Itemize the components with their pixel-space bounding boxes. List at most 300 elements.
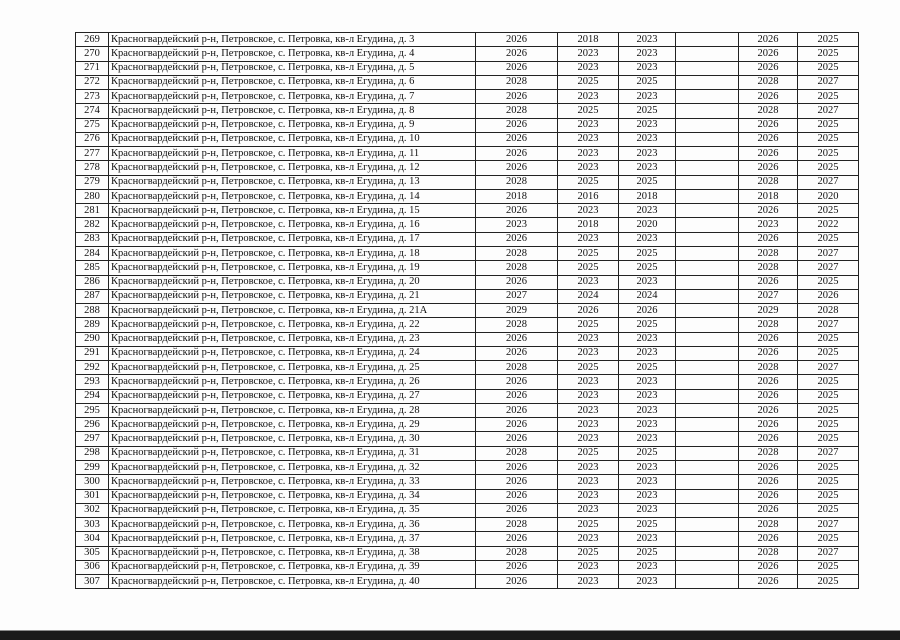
- table-row: [76, 418, 859, 432]
- year-cell-5: 2026: [739, 47, 798, 61]
- year-cell-2: 2023: [558, 475, 619, 489]
- year-cell-4: [676, 575, 739, 589]
- year-cell-3: 2023: [619, 118, 676, 132]
- year-cell-1: 2027: [476, 289, 558, 303]
- table-row: [76, 118, 859, 132]
- year-cell-5: 2026: [739, 532, 798, 546]
- row-number-cell: 276: [76, 132, 109, 146]
- address-cell: Красногвардейский р-н, Петровское, с. Петровка, кв-л Егудина, д. 40: [109, 575, 476, 589]
- year-cell-3: 2024: [619, 289, 676, 303]
- year-cell-6: 2025: [798, 532, 859, 546]
- year-cell-1: 2028: [476, 361, 558, 375]
- year-cell-5: 2026: [739, 503, 798, 517]
- year-cell-2: 2023: [558, 432, 619, 446]
- address-cell: Красногвардейский р-н, Петровское, с. Петровка, кв-л Егудина, д. 12: [109, 161, 476, 175]
- table-body: [76, 33, 859, 589]
- row-number-cell: 270: [76, 47, 109, 61]
- year-cell-3: 2023: [619, 61, 676, 75]
- year-cell-4: [676, 246, 739, 260]
- year-cell-1: 2026: [476, 118, 558, 132]
- row-number-cell: 283: [76, 232, 109, 246]
- table-row: [76, 218, 859, 232]
- row-number-cell: 269: [76, 33, 109, 47]
- address-cell: Красногвардейский р-н, Петровское, с. Петровка, кв-л Егудина, д. 18: [109, 246, 476, 260]
- year-cell-4: [676, 275, 739, 289]
- year-cell-5: 2026: [739, 403, 798, 417]
- year-cell-5: 2026: [739, 232, 798, 246]
- year-cell-6: 2025: [798, 204, 859, 218]
- row-number-cell: 287: [76, 289, 109, 303]
- year-cell-4: [676, 232, 739, 246]
- row-number-cell: 292: [76, 361, 109, 375]
- table-row: [76, 389, 859, 403]
- year-cell-1: 2029: [476, 304, 558, 318]
- year-cell-5: 2028: [739, 361, 798, 375]
- year-cell-1: 2026: [476, 503, 558, 517]
- year-cell-6: 2027: [798, 75, 859, 89]
- year-cell-1: 2026: [476, 432, 558, 446]
- year-cell-6: 2027: [798, 175, 859, 189]
- year-cell-6: 2027: [798, 261, 859, 275]
- address-cell: Красногвардейский р-н, Петровское, с. Петровка, кв-л Егудина, д. 27: [109, 389, 476, 403]
- year-cell-5: 2026: [739, 147, 798, 161]
- year-cell-2: 2023: [558, 503, 619, 517]
- year-cell-5: 2028: [739, 246, 798, 260]
- year-cell-2: 2026: [558, 304, 619, 318]
- year-cell-3: 2023: [619, 575, 676, 589]
- table-row: [76, 375, 859, 389]
- year-cell-5: 2028: [739, 546, 798, 560]
- year-cell-3: 2026: [619, 304, 676, 318]
- year-cell-1: 2026: [476, 204, 558, 218]
- row-number-cell: 296: [76, 418, 109, 432]
- year-cell-2: 2023: [558, 118, 619, 132]
- year-cell-1: 2026: [476, 132, 558, 146]
- address-cell: Красногвардейский р-н, Петровское, с. Петровка, кв-л Егудина, д. 21: [109, 289, 476, 303]
- address-cell: Красногвардейский р-н, Петровское, с. Петровка, кв-л Егудина, д. 11: [109, 147, 476, 161]
- year-cell-4: [676, 460, 739, 474]
- address-cell: Красногвардейский р-н, Петровское, с. Петровка, кв-л Егудина, д. 5: [109, 61, 476, 75]
- year-cell-1: 2026: [476, 532, 558, 546]
- year-cell-6: 2028: [798, 304, 859, 318]
- year-cell-3: 2018: [619, 189, 676, 203]
- year-cell-2: 2023: [558, 275, 619, 289]
- table-row: [76, 61, 859, 75]
- table-row: [76, 318, 859, 332]
- year-cell-5: 2026: [739, 61, 798, 75]
- year-cell-6: 2027: [798, 104, 859, 118]
- address-cell: Красногвардейский р-н, Петровское, с. Петровка, кв-л Егудина, д. 9: [109, 118, 476, 132]
- year-cell-2: 2018: [558, 218, 619, 232]
- row-number-cell: 305: [76, 546, 109, 560]
- table-row: [76, 204, 859, 218]
- year-cell-1: 2028: [476, 246, 558, 260]
- year-cell-4: [676, 375, 739, 389]
- table-row: [76, 518, 859, 532]
- year-cell-3: 2023: [619, 47, 676, 61]
- year-cell-4: [676, 418, 739, 432]
- table-row: [76, 232, 859, 246]
- year-cell-3: 2023: [619, 560, 676, 574]
- address-cell: Красногвардейский р-н, Петровское, с. Петровка, кв-л Егудина, д. 19: [109, 261, 476, 275]
- table-row: [76, 475, 859, 489]
- year-cell-5: 2028: [739, 104, 798, 118]
- year-cell-6: 2020: [798, 189, 859, 203]
- row-number-cell: 304: [76, 532, 109, 546]
- schedule-table: [75, 32, 859, 589]
- year-cell-6: 2025: [798, 503, 859, 517]
- row-number-cell: 278: [76, 161, 109, 175]
- table-row: [76, 104, 859, 118]
- year-cell-3: 2023: [619, 147, 676, 161]
- year-cell-2: 2023: [558, 560, 619, 574]
- year-cell-3: 2025: [619, 518, 676, 532]
- row-number-cell: 302: [76, 503, 109, 517]
- year-cell-5: 2029: [739, 304, 798, 318]
- year-cell-4: [676, 161, 739, 175]
- table-row: [76, 275, 859, 289]
- year-cell-3: 2025: [619, 75, 676, 89]
- year-cell-3: 2023: [619, 403, 676, 417]
- year-cell-4: [676, 304, 739, 318]
- year-cell-4: [676, 90, 739, 104]
- year-cell-2: 2023: [558, 61, 619, 75]
- year-cell-1: 2028: [476, 546, 558, 560]
- year-cell-1: 2026: [476, 475, 558, 489]
- address-cell: Красногвардейский р-н, Петровское, с. Петровка, кв-л Егудина, д. 25: [109, 361, 476, 375]
- year-cell-4: [676, 147, 739, 161]
- year-cell-6: 2026: [798, 289, 859, 303]
- address-cell: Красногвардейский р-н, Петровское, с. Петровка, кв-л Егудина, д. 36: [109, 518, 476, 532]
- table-row: [76, 147, 859, 161]
- year-cell-1: 2026: [476, 346, 558, 360]
- year-cell-5: 2026: [739, 489, 798, 503]
- address-cell: Красногвардейский р-н, Петровское, с. Петровка, кв-л Егудина, д. 13: [109, 175, 476, 189]
- year-cell-3: 2023: [619, 346, 676, 360]
- year-cell-5: 2023: [739, 218, 798, 232]
- year-cell-3: 2020: [619, 218, 676, 232]
- year-cell-2: 2023: [558, 418, 619, 432]
- year-cell-1: 2026: [476, 418, 558, 432]
- year-cell-4: [676, 204, 739, 218]
- year-cell-4: [676, 75, 739, 89]
- year-cell-6: 2025: [798, 161, 859, 175]
- year-cell-3: 2023: [619, 275, 676, 289]
- year-cell-1: 2026: [476, 389, 558, 403]
- year-cell-3: 2023: [619, 161, 676, 175]
- table-row: [76, 546, 859, 560]
- year-cell-1: 2026: [476, 332, 558, 346]
- address-cell: Красногвардейский р-н, Петровское, с. Петровка, кв-л Егудина, д. 23: [109, 332, 476, 346]
- row-number-cell: 289: [76, 318, 109, 332]
- row-number-cell: 286: [76, 275, 109, 289]
- year-cell-6: 2027: [798, 446, 859, 460]
- year-cell-1: 2028: [476, 175, 558, 189]
- year-cell-4: [676, 189, 739, 203]
- row-number-cell: 273: [76, 90, 109, 104]
- year-cell-1: 2026: [476, 161, 558, 175]
- address-cell: Красногвардейский р-н, Петровское, с. Петровка, кв-л Егудина, д. 22: [109, 318, 476, 332]
- year-cell-4: [676, 318, 739, 332]
- year-cell-2: 2025: [558, 261, 619, 275]
- row-number-cell: 290: [76, 332, 109, 346]
- year-cell-3: 2023: [619, 475, 676, 489]
- address-cell: Красногвардейский р-н, Петровское, с. Петровка, кв-л Егудина, д. 6: [109, 75, 476, 89]
- year-cell-4: [676, 261, 739, 275]
- year-cell-1: 2026: [476, 403, 558, 417]
- year-cell-2: 2025: [558, 246, 619, 260]
- scan-edge: [0, 626, 900, 640]
- year-cell-5: 2028: [739, 75, 798, 89]
- year-cell-5: 2028: [739, 261, 798, 275]
- row-number-cell: 300: [76, 475, 109, 489]
- table-row: [76, 503, 859, 517]
- address-cell: Красногвардейский р-н, Петровское, с. Петровка, кв-л Егудина, д. 21А: [109, 304, 476, 318]
- address-cell: Красногвардейский р-н, Петровское, с. Петровка, кв-л Егудина, д. 35: [109, 503, 476, 517]
- year-cell-4: [676, 475, 739, 489]
- table-row: [76, 75, 859, 89]
- year-cell-4: [676, 61, 739, 75]
- table-row: [76, 361, 859, 375]
- year-cell-1: 2028: [476, 104, 558, 118]
- year-cell-5: 2026: [739, 346, 798, 360]
- year-cell-1: 2028: [476, 518, 558, 532]
- table-row: [76, 346, 859, 360]
- year-cell-6: 2025: [798, 346, 859, 360]
- year-cell-3: 2025: [619, 175, 676, 189]
- year-cell-3: 2025: [619, 246, 676, 260]
- table-row: [76, 132, 859, 146]
- year-cell-5: 2026: [739, 161, 798, 175]
- year-cell-1: 2026: [476, 33, 558, 47]
- year-cell-1: 2026: [476, 375, 558, 389]
- row-number-cell: 271: [76, 61, 109, 75]
- year-cell-3: 2023: [619, 204, 676, 218]
- year-cell-6: 2025: [798, 232, 859, 246]
- year-cell-2: 2023: [558, 575, 619, 589]
- table-row: [76, 261, 859, 275]
- year-cell-4: [676, 132, 739, 146]
- address-cell: Красногвардейский р-н, Петровское, с. Петровка, кв-л Егудина, д. 8: [109, 104, 476, 118]
- year-cell-6: 2025: [798, 575, 859, 589]
- year-cell-3: 2023: [619, 232, 676, 246]
- year-cell-1: 2028: [476, 261, 558, 275]
- year-cell-3: 2023: [619, 33, 676, 47]
- address-cell: Красногвардейский р-н, Петровское, с. Петровка, кв-л Егудина, д. 38: [109, 546, 476, 560]
- year-cell-4: [676, 33, 739, 47]
- year-cell-4: [676, 403, 739, 417]
- year-cell-6: 2025: [798, 33, 859, 47]
- year-cell-3: 2023: [619, 132, 676, 146]
- year-cell-2: 2025: [558, 104, 619, 118]
- row-number-cell: 294: [76, 389, 109, 403]
- year-cell-1: 2026: [476, 232, 558, 246]
- year-cell-4: [676, 518, 739, 532]
- year-cell-2: 2023: [558, 232, 619, 246]
- year-cell-6: 2025: [798, 489, 859, 503]
- year-cell-5: 2026: [739, 389, 798, 403]
- year-cell-2: 2023: [558, 147, 619, 161]
- year-cell-4: [676, 532, 739, 546]
- year-cell-4: [676, 218, 739, 232]
- row-number-cell: 288: [76, 304, 109, 318]
- year-cell-3: 2025: [619, 104, 676, 118]
- table-row: [76, 403, 859, 417]
- year-cell-3: 2023: [619, 375, 676, 389]
- year-cell-6: 2025: [798, 475, 859, 489]
- year-cell-5: 2026: [739, 118, 798, 132]
- year-cell-5: 2026: [739, 275, 798, 289]
- year-cell-4: [676, 47, 739, 61]
- year-cell-5: 2028: [739, 175, 798, 189]
- year-cell-2: 2023: [558, 132, 619, 146]
- year-cell-2: 2023: [558, 161, 619, 175]
- table-row: [76, 304, 859, 318]
- year-cell-5: 2026: [739, 560, 798, 574]
- year-cell-5: 2027: [739, 289, 798, 303]
- year-cell-4: [676, 546, 739, 560]
- table-row: [76, 446, 859, 460]
- year-cell-2: 2023: [558, 332, 619, 346]
- row-number-cell: 295: [76, 403, 109, 417]
- year-cell-1: 2026: [476, 489, 558, 503]
- row-number-cell: 279: [76, 175, 109, 189]
- year-cell-5: 2026: [739, 204, 798, 218]
- row-number-cell: 293: [76, 375, 109, 389]
- year-cell-5: 2026: [739, 432, 798, 446]
- year-cell-5: 2028: [739, 318, 798, 332]
- year-cell-6: 2027: [798, 518, 859, 532]
- row-number-cell: 284: [76, 246, 109, 260]
- year-cell-6: 2025: [798, 132, 859, 146]
- year-cell-2: 2025: [558, 75, 619, 89]
- address-cell: Красногвардейский р-н, Петровское, с. Петровка, кв-л Егудина, д. 28: [109, 403, 476, 417]
- year-cell-4: [676, 560, 739, 574]
- year-cell-5: 2026: [739, 33, 798, 47]
- year-cell-6: 2027: [798, 318, 859, 332]
- year-cell-3: 2025: [619, 261, 676, 275]
- row-number-cell: 275: [76, 118, 109, 132]
- row-number-cell: 306: [76, 560, 109, 574]
- year-cell-2: 2023: [558, 460, 619, 474]
- year-cell-6: 2025: [798, 118, 859, 132]
- address-cell: Красногвардейский р-н, Петровское, с. Петровка, кв-л Егудина, д. 15: [109, 204, 476, 218]
- year-cell-1: 2026: [476, 560, 558, 574]
- year-cell-3: 2023: [619, 332, 676, 346]
- row-number-cell: 280: [76, 189, 109, 203]
- year-cell-6: 2025: [798, 275, 859, 289]
- address-cell: Красногвардейский р-н, Петровское, с. Петровка, кв-л Егудина, д. 32: [109, 460, 476, 474]
- row-number-cell: 282: [76, 218, 109, 232]
- year-cell-3: 2025: [619, 546, 676, 560]
- year-cell-4: [676, 503, 739, 517]
- year-cell-4: [676, 389, 739, 403]
- year-cell-4: [676, 446, 739, 460]
- row-number-cell: 281: [76, 204, 109, 218]
- table-row: [76, 489, 859, 503]
- address-cell: Красногвардейский р-н, Петровское, с. Петровка, кв-л Егудина, д. 33: [109, 475, 476, 489]
- address-cell: Красногвардейский р-н, Петровское, с. Петровка, кв-л Егудина, д. 30: [109, 432, 476, 446]
- year-cell-5: 2026: [739, 418, 798, 432]
- year-cell-1: 2028: [476, 75, 558, 89]
- address-cell: Красногвардейский р-н, Петровское, с. Петровка, кв-л Егудина, д. 26: [109, 375, 476, 389]
- year-cell-2: 2025: [558, 518, 619, 532]
- year-cell-4: [676, 104, 739, 118]
- row-number-cell: 272: [76, 75, 109, 89]
- table-row: [76, 189, 859, 203]
- year-cell-1: 2028: [476, 446, 558, 460]
- year-cell-4: [676, 489, 739, 503]
- table-row: [76, 175, 859, 189]
- year-cell-2: 2025: [558, 361, 619, 375]
- year-cell-6: 2025: [798, 332, 859, 346]
- year-cell-3: 2023: [619, 503, 676, 517]
- year-cell-1: 2026: [476, 460, 558, 474]
- address-cell: Красногвардейский р-н, Петровское, с. Петровка, кв-л Егудина, д. 20: [109, 275, 476, 289]
- year-cell-5: 2028: [739, 446, 798, 460]
- year-cell-6: 2022: [798, 218, 859, 232]
- year-cell-2: 2018: [558, 33, 619, 47]
- year-cell-2: 2023: [558, 204, 619, 218]
- year-cell-6: 2025: [798, 147, 859, 161]
- table-row: [76, 161, 859, 175]
- address-cell: Красногвардейский р-н, Петровское, с. Петровка, кв-л Егудина, д. 24: [109, 346, 476, 360]
- year-cell-6: 2027: [798, 246, 859, 260]
- year-cell-2: 2023: [558, 375, 619, 389]
- year-cell-5: 2018: [739, 189, 798, 203]
- year-cell-2: 2023: [558, 346, 619, 360]
- address-cell: Красногвардейский р-н, Петровское, с. Петровка, кв-л Егудина, д. 3: [109, 33, 476, 47]
- year-cell-6: 2025: [798, 560, 859, 574]
- year-cell-4: [676, 332, 739, 346]
- year-cell-1: 2018: [476, 189, 558, 203]
- year-cell-6: 2025: [798, 90, 859, 104]
- year-cell-3: 2023: [619, 418, 676, 432]
- table-row: [76, 332, 859, 346]
- table-row: [76, 289, 859, 303]
- year-cell-5: 2026: [739, 90, 798, 104]
- year-cell-1: 2026: [476, 147, 558, 161]
- row-number-cell: 285: [76, 261, 109, 275]
- table-row: [76, 575, 859, 589]
- address-cell: Красногвардейский р-н, Петровское, с. Петровка, кв-л Егудина, д. 17: [109, 232, 476, 246]
- year-cell-1: 2026: [476, 275, 558, 289]
- year-cell-4: [676, 346, 739, 360]
- year-cell-2: 2023: [558, 47, 619, 61]
- year-cell-3: 2025: [619, 318, 676, 332]
- year-cell-6: 2025: [798, 432, 859, 446]
- year-cell-3: 2025: [619, 446, 676, 460]
- year-cell-1: 2028: [476, 318, 558, 332]
- row-number-cell: 301: [76, 489, 109, 503]
- year-cell-5: 2026: [739, 575, 798, 589]
- table-row: [76, 33, 859, 47]
- year-cell-6: 2025: [798, 460, 859, 474]
- year-cell-3: 2023: [619, 489, 676, 503]
- year-cell-4: [676, 432, 739, 446]
- table-row: [76, 432, 859, 446]
- year-cell-2: 2025: [558, 446, 619, 460]
- year-cell-2: 2023: [558, 489, 619, 503]
- year-cell-5: 2026: [739, 375, 798, 389]
- year-cell-3: 2023: [619, 90, 676, 104]
- year-cell-3: 2025: [619, 361, 676, 375]
- year-cell-6: 2025: [798, 389, 859, 403]
- table-row: [76, 532, 859, 546]
- address-cell: Красногвардейский р-н, Петровское, с. Петровка, кв-л Егудина, д. 10: [109, 132, 476, 146]
- address-cell: Красногвардейский р-н, Петровское, с. Петровка, кв-л Егудина, д. 16: [109, 218, 476, 232]
- year-cell-2: 2024: [558, 289, 619, 303]
